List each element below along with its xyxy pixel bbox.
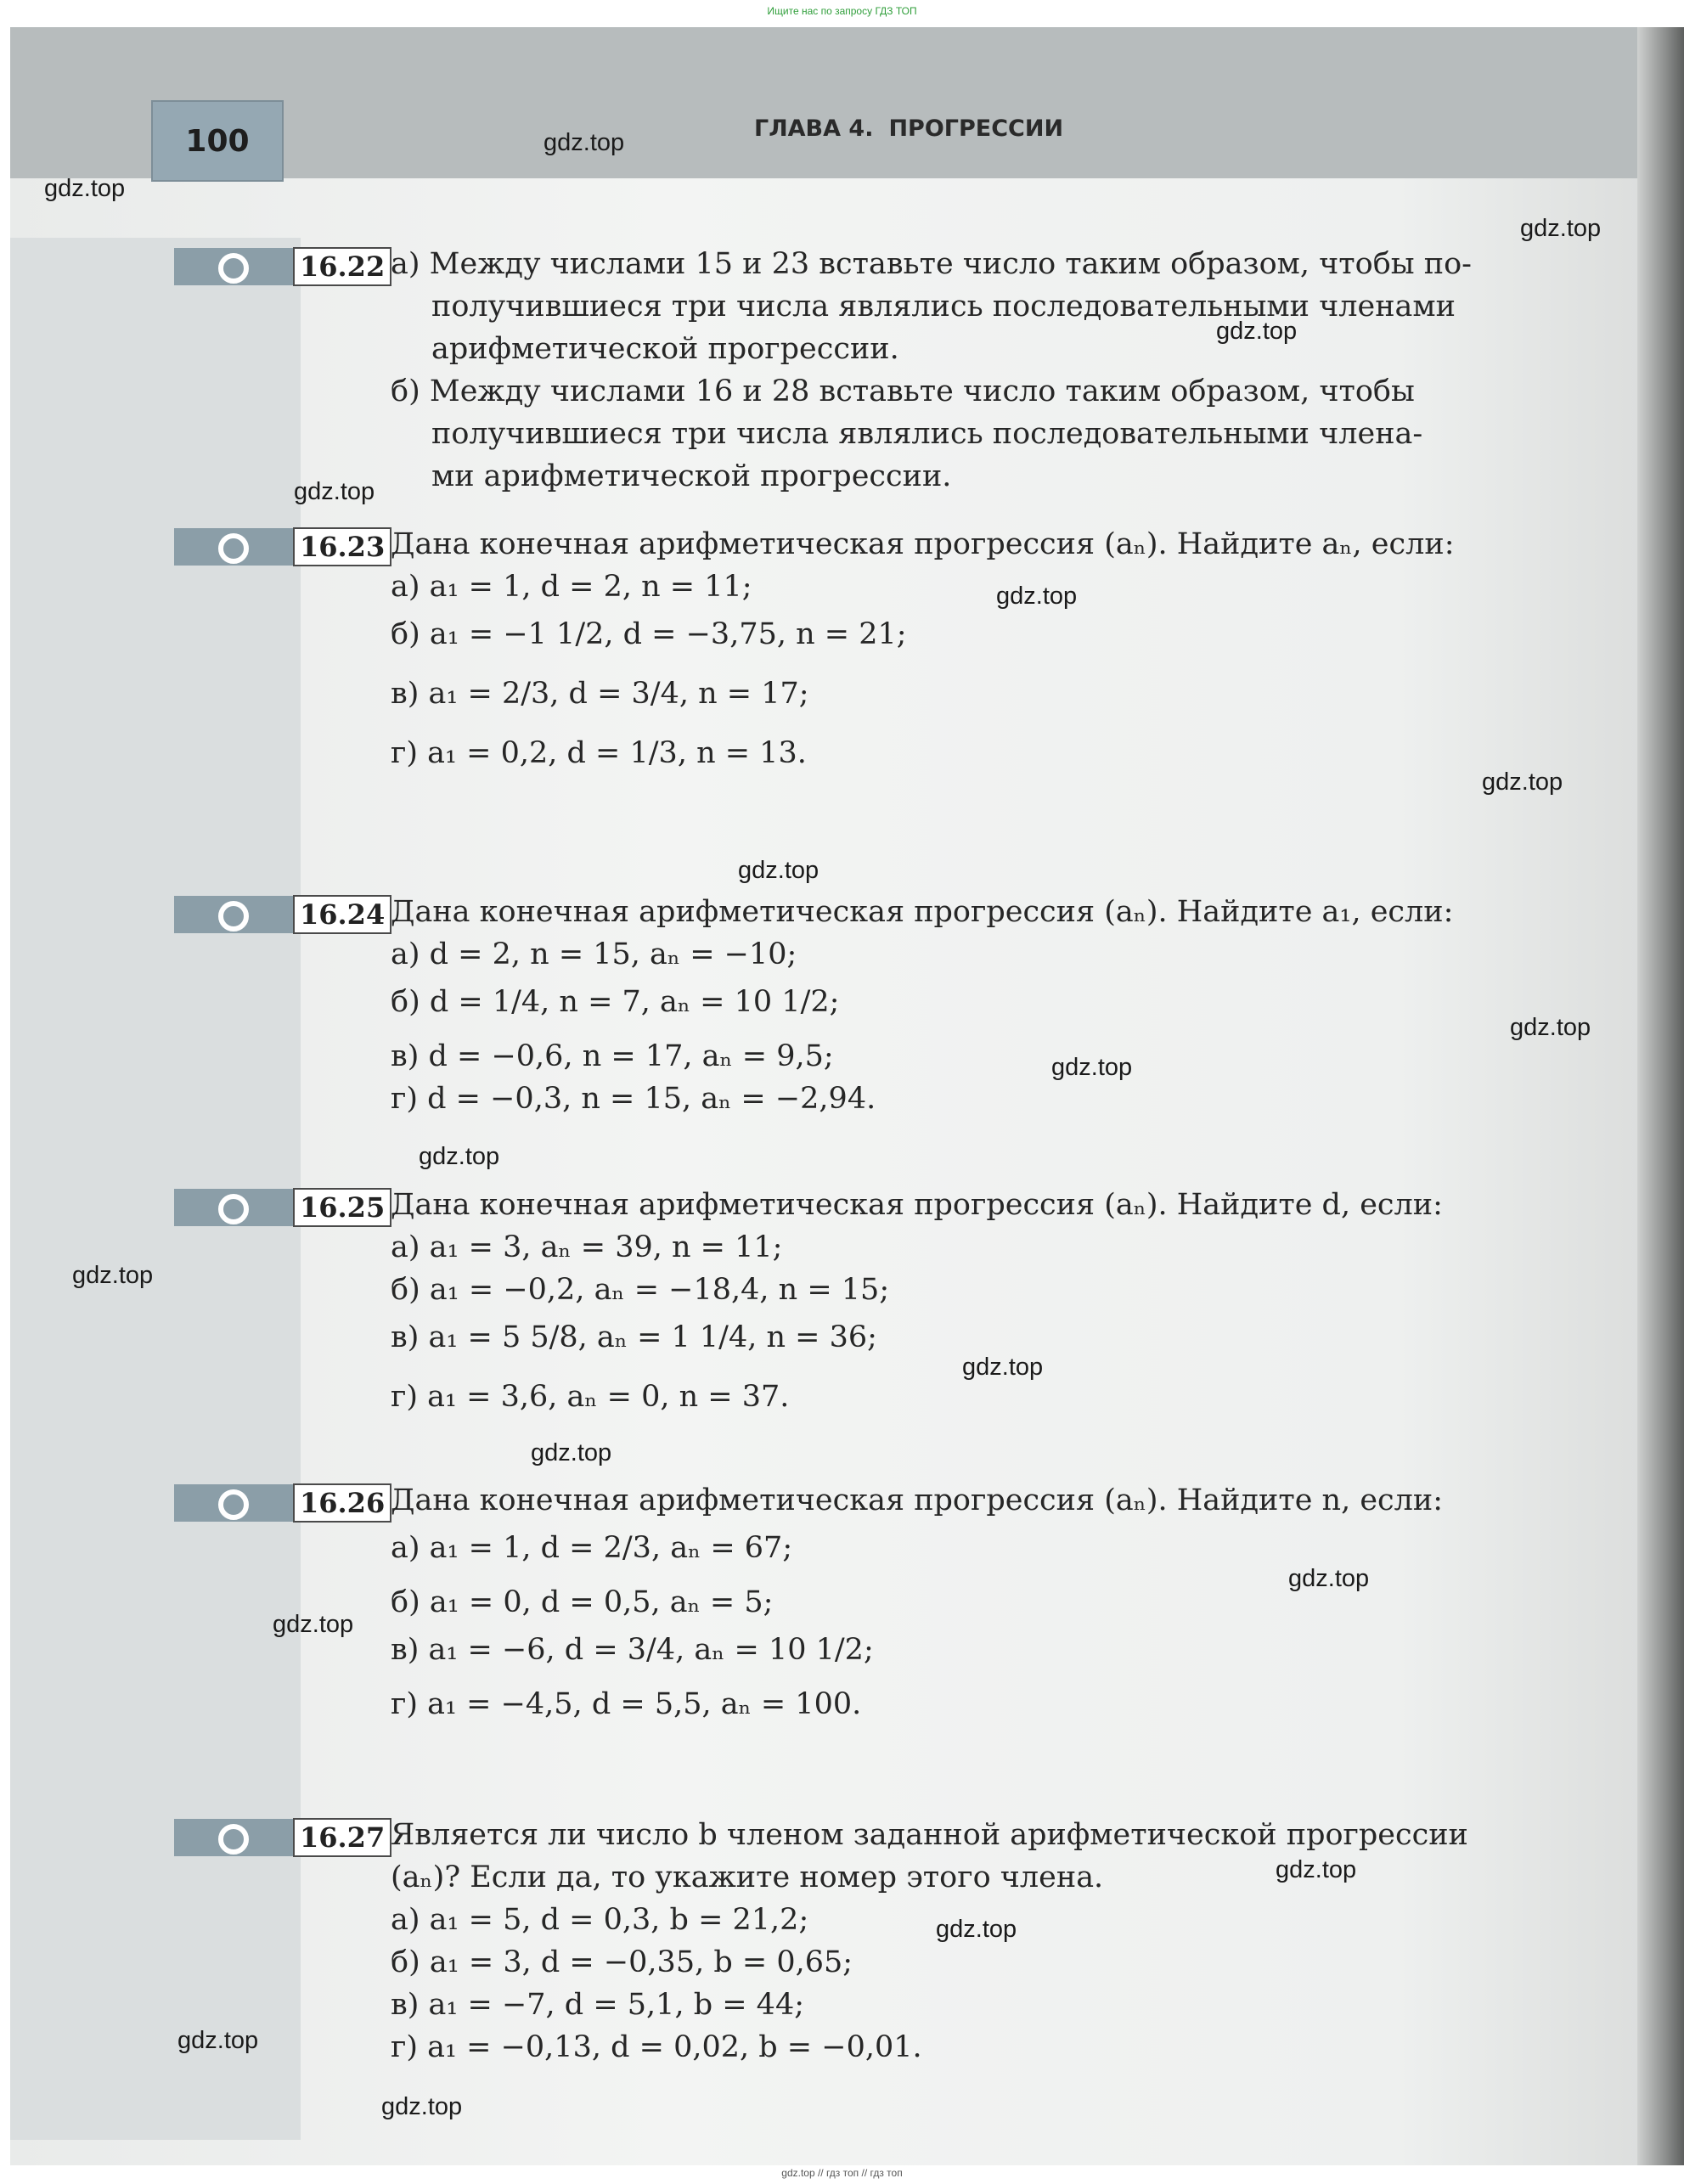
problem-line: а) d = 2, n = 15, aₙ = −10; (391, 937, 797, 971)
problem-line: Дана конечная арифметическая прогрессия (aₙ). Найдите d, если: (391, 1188, 1443, 1222)
watermark: gdz.top (1510, 1014, 1591, 1041)
problem-line: Дана конечная арифметическая прогрессия (aₙ). Найдите aₙ, если: (391, 527, 1455, 561)
circle-icon (218, 1824, 249, 1855)
watermark: gdz.top (531, 1439, 612, 1466)
circle-icon (218, 533, 249, 564)
watermark: gdz.top (1288, 1565, 1370, 1592)
watermark: gdz.top (72, 1262, 154, 1289)
problem-number: 16.23 (293, 527, 391, 566)
chapter-heading (754, 115, 1063, 142)
problem-line: а) a₁ = 3, aₙ = 39, n = 11; (391, 1230, 783, 1264)
watermark: gdz.top (1520, 215, 1602, 242)
watermark: gdz.top (1276, 1856, 1357, 1883)
problem-text (391, 523, 1684, 786)
watermark: gdz.top (294, 478, 375, 505)
problem-number: 16.24 (293, 895, 391, 934)
problem-line: получившиеся три числа являлись последовательными членами (431, 290, 1456, 324)
problem-text (391, 891, 1684, 1120)
watermark: gdz.top (1482, 768, 1563, 796)
top-note: Ищите нас по запросу ГДЗ ТОП (767, 5, 917, 17)
circle-icon (218, 253, 249, 284)
watermark: gdz.top (44, 175, 126, 202)
page-number: 100 (151, 100, 284, 182)
problem-text (391, 1184, 1684, 1430)
problem-line: в) a₁ = −6, d = 3/4, aₙ = 10 1/2; (391, 1633, 874, 1667)
problem-line: в) a₁ = −7, d = 5,1, b = 44; (391, 1988, 805, 2022)
watermark: gdz.top (962, 1354, 1044, 1381)
problem-line: б) d = 1/4, n = 7, aₙ = 10 1/2; (391, 985, 840, 1019)
problem-line: Является ли число b членом заданной арифметической прогрессии (391, 1818, 1468, 1852)
problem-line: а) a₁ = 1, d = 2/3, aₙ = 67; (391, 1531, 793, 1565)
problem-text (391, 243, 1684, 498)
problem-number: 16.25 (293, 1188, 391, 1227)
watermark: gdz.top (996, 583, 1078, 610)
problem-line: б) a₁ = 3, d = −0,35, b = 0,65; (391, 1945, 853, 1979)
problem-line: г) a₁ = −0,13, d = 0,02, b = −0,01. (391, 2030, 922, 2064)
circle-icon (218, 901, 249, 932)
problem-number: 16.27 (293, 1818, 391, 1857)
problem-line: (aₙ)? Если да, то укажите номер этого члена. (391, 1860, 1104, 1894)
problem-line: б) a₁ = −0,2, aₙ = −18,4, n = 15; (391, 1273, 890, 1307)
problem-line: арифметической прогрессии. (431, 332, 899, 366)
circle-icon (218, 1489, 249, 1520)
problem-line: получившиеся три числа являлись последовательными члена- (431, 417, 1423, 451)
problem-line: б) a₁ = 0, d = 0,5, aₙ = 5; (391, 1585, 774, 1619)
problem-line: ми арифметической прогрессии. (431, 459, 952, 493)
problem-line: а) a₁ = 5, d = 0,3, b = 21,2; (391, 1903, 809, 1937)
chapter-title: ПРОГРЕССИИ (888, 115, 1064, 142)
watermark: gdz.top (738, 857, 819, 884)
watermark: gdz.top (936, 1916, 1017, 1943)
watermark: gdz.top (543, 129, 625, 156)
watermark: gdz.top (177, 2027, 259, 2054)
problem-line: Дана конечная арифметическая прогрессия (aₙ). Найдите a₁, если: (391, 895, 1454, 929)
problem-text (391, 1814, 1684, 2069)
problem-line: г) a₁ = −4,5, d = 5,5, aₙ = 100. (391, 1687, 862, 1721)
problem-number: 16.26 (293, 1483, 391, 1523)
problem-line: б) a₁ = −1 1/2, d = −3,75, n = 21; (391, 617, 907, 651)
problem-line: Дана конечная арифметическая прогрессия (aₙ). Найдите n, если: (391, 1483, 1444, 1517)
problem-line: г) a₁ = 3,6, aₙ = 0, n = 37. (391, 1380, 790, 1414)
problem-number: 16.22 (293, 247, 391, 286)
watermark: gdz.top (419, 1143, 500, 1170)
problem-line: б) Между числами 16 и 28 вставьте число таким образом, чтобы (391, 374, 1415, 408)
watermark: gdz.top (1051, 1054, 1133, 1081)
circle-icon (218, 1194, 249, 1224)
problem-text (391, 1479, 1684, 1725)
watermark: gdz.top (1216, 318, 1298, 345)
chapter-label: ГЛАВА 4. (754, 115, 874, 142)
problem-line: а) Между числами 15 и 23 вставьте число таким образом, чтобы по- (391, 247, 1472, 281)
watermark: gdz.top (381, 2093, 463, 2120)
problem-line: а) a₁ = 1, d = 2, n = 11; (391, 570, 752, 604)
problem-line: в) a₁ = 5 5/8, aₙ = 1 1/4, n = 36; (391, 1320, 877, 1354)
problem-line: в) a₁ = 2/3, d = 3/4, n = 17; (391, 677, 809, 711)
watermark: gdz.top (273, 1611, 354, 1638)
problem-line: г) d = −0,3, n = 15, aₙ = −2,94. (391, 1082, 876, 1116)
problem-line: г) a₁ = 0,2, d = 1/3, n = 13. (391, 736, 807, 770)
problem-line: в) d = −0,6, n = 17, aₙ = 9,5; (391, 1039, 834, 1073)
bottom-note: gdz.top // гдз топ // гдз топ (781, 2167, 903, 2179)
